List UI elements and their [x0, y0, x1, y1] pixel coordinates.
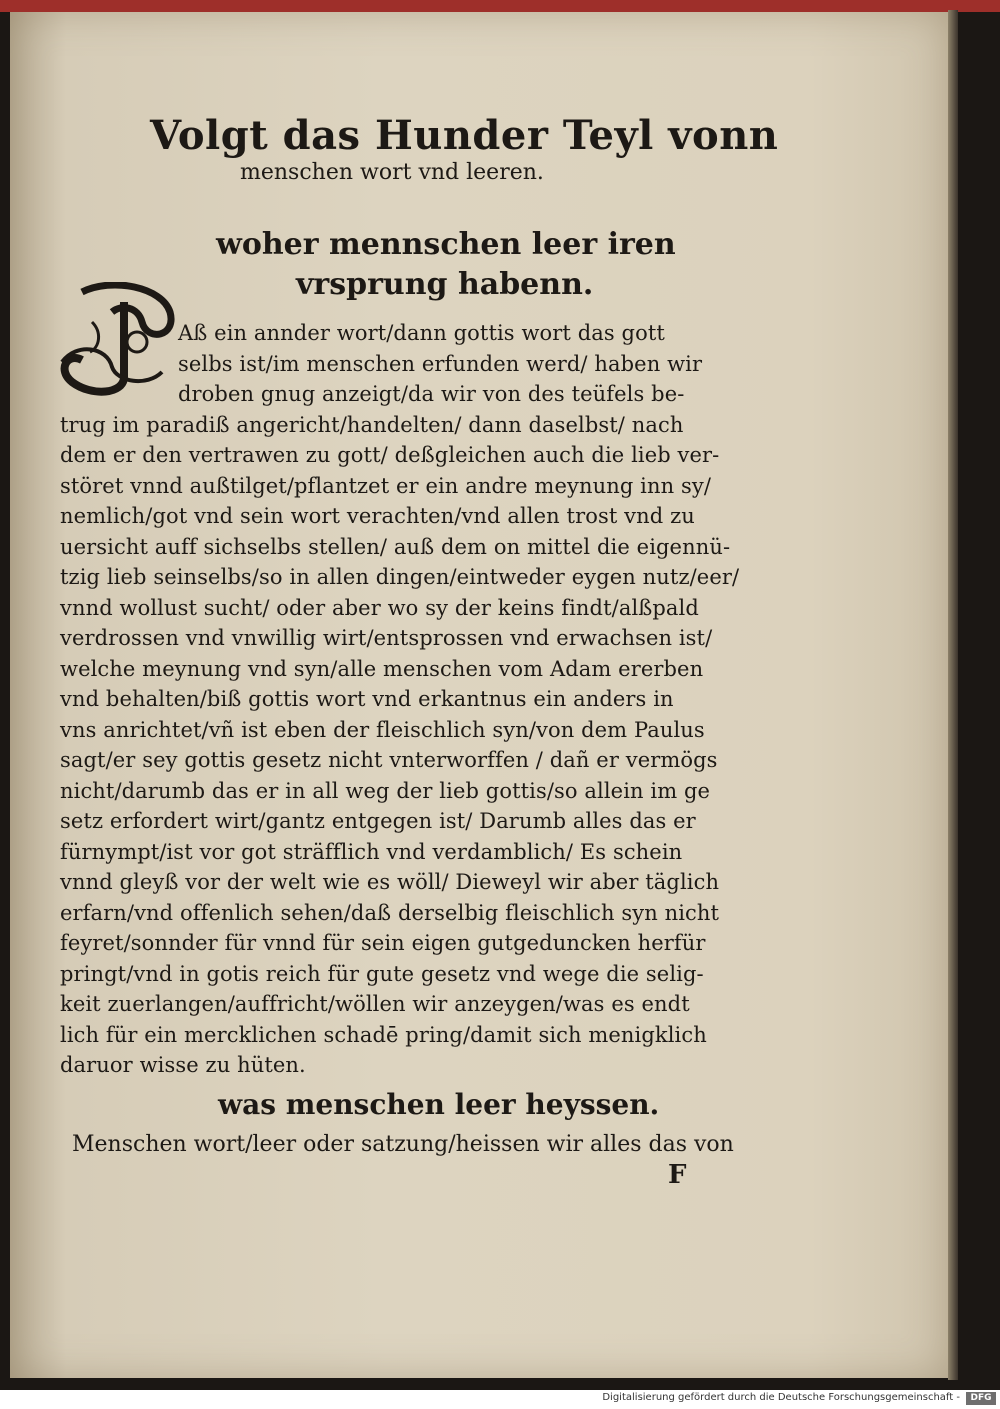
body-line: keit zuerlangen/auffricht/wöllen wir anzeygen/was es endt [60, 992, 690, 1016]
body-line: droben gnug anzeigt/da wir von des teüfels be- [178, 382, 685, 406]
body-line: sagt/er sey gottis gesetz nicht vnterworffen / dañ er vermögs [60, 748, 718, 772]
body-line: nemlich/got vnd sein wort verachten/vnd allen trost vnd zu [60, 504, 695, 528]
body-line: Aß ein annder wort/dann gottis wort das gott [178, 321, 665, 345]
body-line: trug im paradiß angericht/handelten/ dann daselbst/ nach [60, 412, 684, 437]
body-line: erfarn/vnd offenlich sehen/daß derselbig fleischlich syn nicht [60, 900, 720, 925]
body-line: tzig lieb seinselbs/so in allen dingen/eintweder eygen nutz/eer/ [60, 565, 740, 589]
body-line: vnnd gleyß vor der welt wie es wöll/ Dieweyl wir aber täglich [60, 870, 720, 894]
body-line: selbs ist/im menschen erfunden werd/ haben wir [178, 351, 703, 376]
body-line: setz erfordert wirt/gantz entgegen ist/ Darumb alles das er [60, 809, 696, 833]
body-line: pringt/vnd in gotis reich für gute gesetz vnd wege die selig- [60, 961, 704, 986]
body-text [60, 318, 780, 1081]
top-edge [0, 0, 1000, 12]
dfg-logo: DFG [966, 1392, 996, 1405]
main-heading: Volgt das Hunder Teyl vonn [150, 112, 779, 159]
body-line: verdrossen vnd vnwillig wirt/entsprossen vnd erwachsen ist/ [60, 626, 713, 650]
section-heading-line: vrsprung habenn. [296, 267, 594, 302]
section-heading-line: woher mennschen leer iren [216, 227, 676, 262]
section-heading-2: was menschen leer heyssen. [218, 1088, 660, 1121]
body-line: vnd behalten/biß gottis wort vnd erkantnus ein anders in [60, 687, 674, 711]
body-line: daruor wisse zu hüten. [60, 1053, 306, 1077]
page-edge [948, 10, 958, 1380]
body-line: nicht/darumb das er in all weg der lieb gottis/so allein im ge [60, 778, 711, 803]
body-last-line: Menschen wort/leer oder satzung/heissen wir alles das von [72, 1132, 734, 1157]
footer [0, 1390, 1000, 1409]
body-line: dem er den vertrawen zu gott/ deßgleichen auch die lieb ver- [60, 443, 720, 467]
footer-credit: Digitalisierung gefördert durch die Deutsche Forschungsgemeinschaft - [602, 1392, 960, 1403]
body-line: vns anrichtet/vñ ist eben der fleischlich syn/von dem Paulus [60, 717, 705, 742]
body-line: lich für ein mercklichen schadē pring/damit sich menigklich [60, 1022, 707, 1047]
signature-mark: F [668, 1160, 687, 1190]
body-line: uersicht auff sichselbs stellen/ auß dem on mittel die eigennü- [60, 534, 731, 559]
body-line: feyret/sonnder für vnnd für sein eigen gutgeduncken herfür [60, 931, 706, 955]
body-line: fürnympt/ist vor got sträfflich vnd verdamblich/ Es schein [60, 839, 683, 864]
section-heading [216, 225, 676, 305]
sub-heading: menschen wort vnd leeren. [240, 160, 544, 185]
body-line: welche meynung vnd syn/alle menschen vom Adam ererben [60, 656, 704, 681]
body-line: störet vnnd außtilget/pflantzet er ein andre meynung inn sy/ [60, 473, 711, 498]
body-line: vnnd wollust sucht/ oder aber wo sy der keins findt/alßpald [60, 595, 699, 620]
